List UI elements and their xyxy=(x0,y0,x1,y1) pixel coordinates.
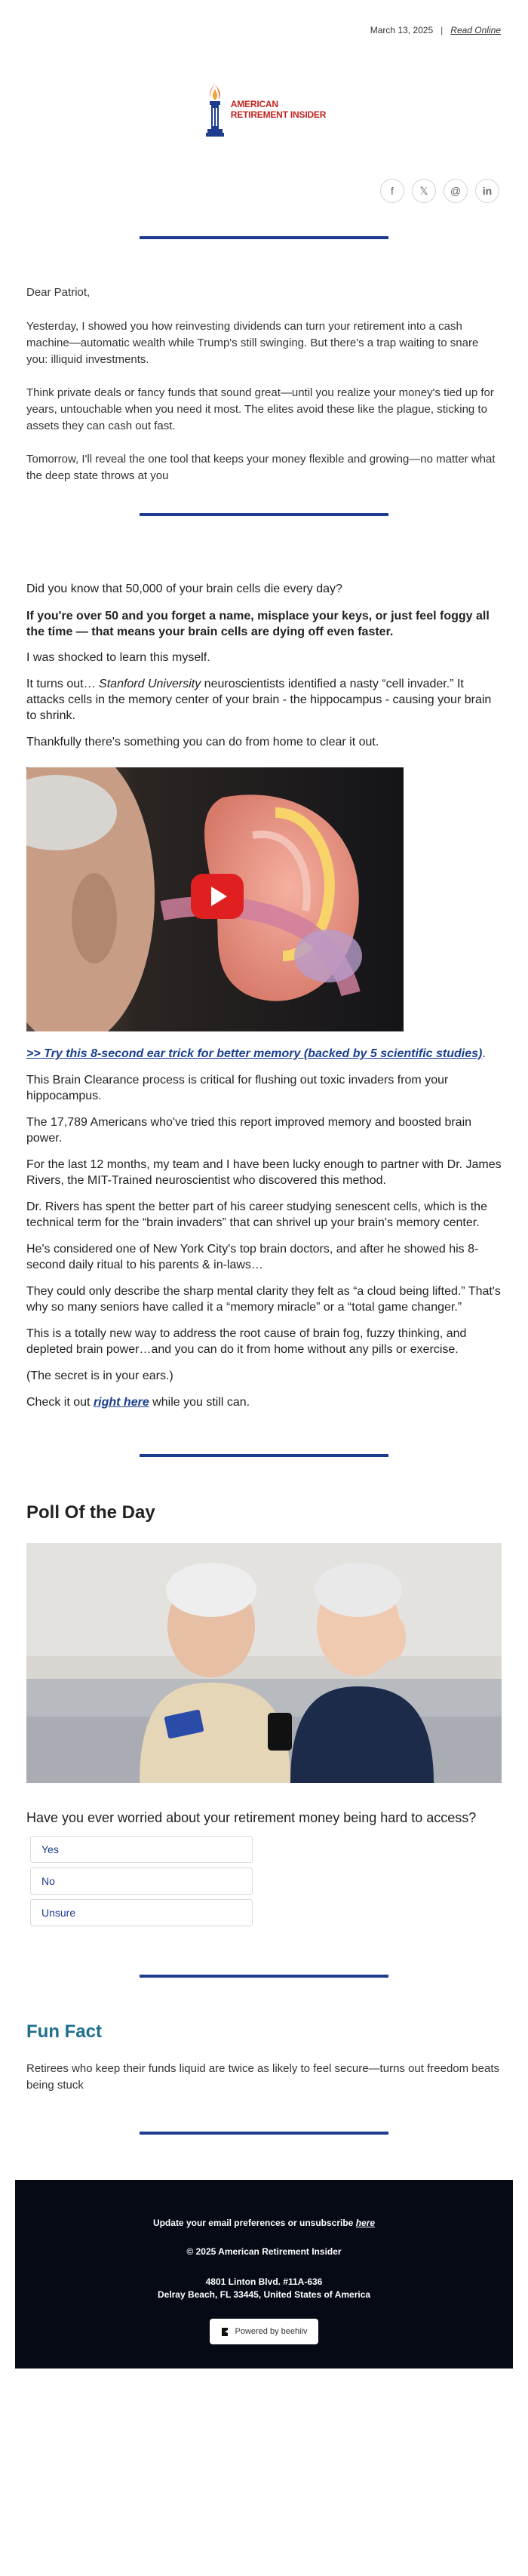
address-line-2: Delray Beach, FL 33445, United States of America xyxy=(157,2289,371,2300)
poll-section xyxy=(0,1502,528,1926)
threads-icon[interactable] xyxy=(444,179,468,203)
fun-fact-text: Retirees who keep their funds liquid are twice as likely to feel secure—turns out freedom beats being stuck xyxy=(26,2062,499,2092)
video-caption xyxy=(26,1046,502,1062)
linkedin-icon[interactable] xyxy=(475,179,499,203)
logo-line-1: AMERICAN xyxy=(230,99,278,109)
poll-image xyxy=(26,1543,502,1783)
ad-paragraph: The 17,789 Americans who've tried this report improved memory and boosted brain power. xyxy=(26,1116,472,1145)
ad-paragraph: For the last 12 months, my team and I have been lucky enough to partner with Dr. James Rivers, the MIT-Trained neuroscientist who discovered this method. xyxy=(26,1158,502,1187)
unsubscribe-link[interactable]: here xyxy=(355,2218,376,2228)
video-thumbnail[interactable] xyxy=(26,767,404,1031)
footer xyxy=(15,2180,513,2369)
copyright: © 2025 American Retirement Insider xyxy=(186,2246,342,2257)
poll-question: Have you ever worried about your retirement money being hard to access? xyxy=(26,1810,477,1825)
greeting: Dear Patriot, xyxy=(26,286,91,299)
poll-option-yes[interactable]: Yes xyxy=(30,1836,253,1863)
ad-paragraph: I was shocked to learn this myself. xyxy=(26,651,210,664)
ad-text: while you still can. xyxy=(149,1396,250,1409)
ad-paragraph xyxy=(26,1394,502,1410)
ad-paragraph: They could only describe the sharp mental clarity they felt as “a cloud being lifted.” That's why so many seniors have called it a “memory miracle” or a “total game changer.” xyxy=(26,1285,501,1314)
divider xyxy=(140,1975,388,1978)
intro-paragraph: Tomorrow, I'll reveal the one tool that keeps your money flexible and growing—no matter what the deep state throws at you xyxy=(26,453,496,482)
linkedin-glyph: in xyxy=(482,185,493,197)
ad-text: Check it out xyxy=(26,1396,94,1409)
x-icon[interactable] xyxy=(412,179,436,203)
divider xyxy=(140,236,388,239)
divider xyxy=(140,513,388,516)
divider xyxy=(140,1454,388,1457)
logo-line-2: RETIREMENT INSIDER xyxy=(230,109,327,120)
ad-paragraph: Did you know that 50,000 of your brain cells die every day? xyxy=(26,583,342,595)
fun-fact-title: Fun Fact xyxy=(26,2021,102,2042)
ear-trick-link[interactable]: >> Try this 8-second ear trick for better memory (backed by 5 scientific studies) xyxy=(26,1047,483,1060)
logo[interactable] xyxy=(0,75,528,143)
right-here-link[interactable]: right here xyxy=(93,1396,149,1409)
ad-paragraph: This Brain Clearance process is critical for flushing out toxic invaders from your hippocampus. xyxy=(26,1074,449,1102)
read-online-link[interactable]: Read Online xyxy=(450,25,501,35)
ad-paragraph: He's considered one of New York City's top brain doctors, and after he showed his 8-second daily ritual to his parents & in-laws… xyxy=(26,1243,479,1271)
sponsored-section xyxy=(0,581,528,1410)
caption-period: . xyxy=(482,1047,486,1060)
facebook-glyph: f xyxy=(391,185,394,197)
issue-date: March 13, 2025 xyxy=(370,25,434,35)
divider xyxy=(140,2132,388,2135)
intro-paragraph: Think private deals or fancy funds that sound great—until you realize your money's tied up for years, untouchable when you need it most. The elites avoid these like the plague, sticking to assets they can cash out fast. xyxy=(26,386,494,432)
poll-option-no[interactable]: No xyxy=(30,1867,253,1895)
powered-by-text: Powered by beehiiv xyxy=(235,2327,308,2336)
ad-text: It turns out… xyxy=(26,678,100,690)
ad-paragraph xyxy=(26,676,502,724)
separator: | xyxy=(441,25,444,35)
ad-paragraph: (The secret is in your ears.) xyxy=(26,1369,173,1382)
poll-option-unsure[interactable]: Unsure xyxy=(30,1899,253,1926)
preferences-line xyxy=(15,2218,513,2228)
intro-section xyxy=(0,284,528,484)
social-links xyxy=(0,179,528,207)
fun-fact-section xyxy=(0,2021,528,2094)
torch-icon xyxy=(202,81,228,138)
x-glyph: 𝕏 xyxy=(419,184,428,197)
top-bar xyxy=(0,0,528,38)
ad-text: neuroscientists identified a nasty “cell invader.” It attacks cells in the memory center of your brain - the hippocampus - causing your brain to shrink. xyxy=(26,678,492,722)
ad-headline: If you're over 50 and you forget a name, misplace your keys, or just feel foggy all the time — that means your brain cells are dying off even faster. xyxy=(26,610,490,638)
ad-paragraph: This is a totally new way to address the root cause of brain fog, fuzzy thinking, and depleted brain power…and you can do it from home without any pills or exercise. xyxy=(26,1327,467,1356)
address-line-1: 4801 Linton Blvd. #11A-636 xyxy=(205,2276,323,2287)
university-name: Stanford University xyxy=(99,678,201,690)
play-icon[interactable] xyxy=(191,865,244,928)
powered-by-badge[interactable] xyxy=(210,2319,318,2344)
poll-title: Poll Of the Day xyxy=(26,1502,155,1523)
ad-paragraph: Thankfully there's something you can do from home to clear it out. xyxy=(26,736,379,749)
preferences-text: Update your email preferences or unsubscribe xyxy=(152,2218,356,2228)
intro-paragraph: Yesterday, I showed you how reinvesting dividends can turn your retirement into a cash machine—automatic wealth while Trump's still swinging. But there's a trap waiting to snare you: illiquid investments. xyxy=(26,320,479,366)
ad-paragraph: Dr. Rivers has spent the better part of his career studying senescent cells, which is the technical term for the “brain invaders” that can shrivel up your brain's memory center. xyxy=(26,1200,487,1229)
threads-glyph: @ xyxy=(450,185,462,197)
beehiiv-icon xyxy=(220,2327,229,2337)
facebook-icon[interactable] xyxy=(380,179,404,203)
